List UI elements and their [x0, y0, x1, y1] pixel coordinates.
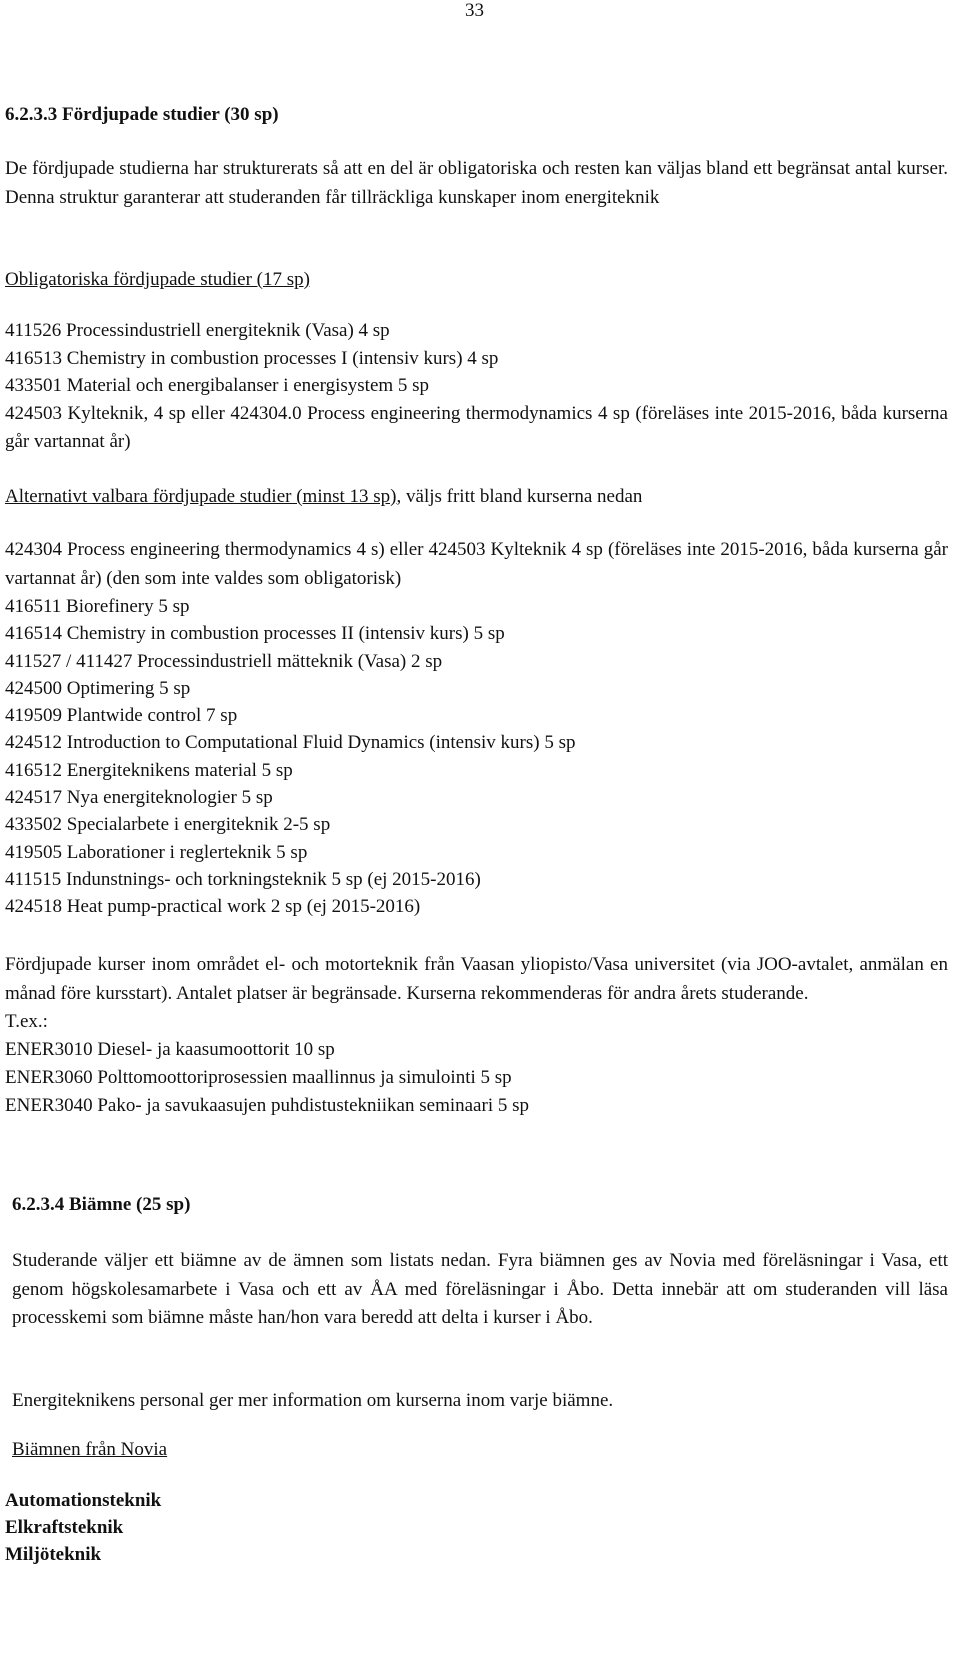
- list-item: 424500 Optimering 5 sp: [5, 677, 191, 699]
- mandatory-heading: Obligatoriska fördjupade studier (17 sp): [5, 269, 310, 290]
- list-item: 433501 Material och energibalanser i energisystem 5 sp: [5, 375, 430, 396]
- intro-paragraph: De fördjupade studierna har strukturerats så att en del är obligatoriska och resten kan väljas bland ett begränsat antal kurser. Denna struktur garanterar att studeranden får tillräckliga kunskaper inom energiteknik: [5, 158, 948, 208]
- list-item: 424512 Introduction to Computational Fluid Dynamics (intensiv kurs) 5 sp: [5, 732, 576, 754]
- mandatory-course-list: [5, 317, 948, 400]
- list-item: Automationsteknik: [5, 1490, 162, 1511]
- section-633-intro-block: [5, 155, 948, 212]
- novia-heading-block: [12, 1437, 948, 1463]
- list-item: 424518 Heat pump-practical work 2 sp (ej 2015-2016): [5, 896, 421, 918]
- info-block: [12, 1388, 948, 1414]
- optional-heading: [5, 484, 948, 510]
- optional-courses-block: [5, 536, 948, 921]
- section-634-intro-block: [12, 1247, 948, 1333]
- list-item: 433502 Specialarbete i energiteknik 2-5 sp: [5, 814, 331, 836]
- mandatory-heading-block: [5, 267, 948, 293]
- optional-first-course: 424304 Process engineering thermodynamics 4 s) eller 424503 Kylteknik 4 sp (föreläses inte 2015-2016, båda kurserna går vartannat år) (den som inte valdes som obligatorisk): [5, 539, 948, 589]
- mandatory-courses-block: [5, 317, 948, 457]
- optional-course-list: [5, 593, 948, 921]
- biamne-intro-paragraph: Studerande väljer ett biämne av de ämnen som listats nedan. Fyra biämnen ges av Novia med föreläsningar i Vasa, ett genom högskolesamarbete i Vasa och ett av ÅA med föreläsningar i Åbo. Detta innebär att om studeranden vill läsa processkemi som biämne måste han/hon vara beredd att delta i kurser i Åbo.: [12, 1250, 948, 1328]
- optional-heading-block: [5, 484, 948, 510]
- list-item: 411527 / 411427 Processindustriell mätteknik (Vasa) 2 sp: [5, 650, 443, 672]
- example-course: ENER3010 Diesel- ja kaasumoottorit 10 sp: [5, 1039, 335, 1060]
- novia-heading: Biämnen från Novia: [12, 1439, 168, 1460]
- list-item: 411515 Indunstnings- och torkningsteknik 5 sp (ej 2015-2016): [5, 868, 481, 890]
- page-number: 33: [465, 0, 484, 21]
- novia-subject-list: [5, 1487, 948, 1568]
- novia-subjects-block: [5, 1487, 948, 1568]
- example-course: ENER3040 Pako- ja savukaasujen puhdistustekniikan seminaari 5 sp: [5, 1095, 529, 1116]
- list-item: 416511 Biorefinery 5 sp: [5, 596, 190, 617]
- section-634-heading-block: [12, 1193, 948, 1217]
- example-label: T.ex.:: [5, 1011, 48, 1032]
- list-item: 424517 Nya energiteknologier 5 sp: [5, 787, 273, 809]
- list-item: 416513 Chemistry in combustion processes I (intensiv kurs) 4 sp: [5, 347, 499, 369]
- list-item: 416512 Energiteknikens material 5 sp: [5, 759, 293, 781]
- mandatory-alternative: 424503 Kylteknik, 4 sp eller 424304.0 Process engineering thermodynamics 4 sp (föreläses inte 2015-2016, båda kurserna går vartannat år): [5, 402, 948, 452]
- list-item: Miljöteknik: [5, 1544, 102, 1565]
- vaasa-block: [5, 951, 948, 1120]
- section-heading: 6.2.3.4 Biämne (25 sp): [12, 1194, 191, 1215]
- section-heading: 6.2.3.3 Fördjupade studier (30 sp): [5, 104, 279, 125]
- list-item: 416514 Chemistry in combustion processes II (intensiv kurs) 5 sp: [5, 623, 505, 645]
- list-item: Elkraftsteknik: [5, 1517, 124, 1538]
- list-item: 419509 Plantwide control 7 sp: [5, 705, 238, 727]
- section-633-heading-block: [5, 103, 948, 127]
- vaasa-paragraph: Fördjupade kurser inom området el- och motorteknik från Vaasan yliopisto/Vasa universitet (via JOO-avtalet, anmälan en månad före kursstart). Antalet platser är begränsade. Kurserna rekommenderas för andra årets studerande.: [5, 954, 948, 1004]
- list-item: 411526 Processindustriell energiteknik (Vasa) 4 sp: [5, 320, 390, 341]
- example-course: ENER3060 Polttomoottoriprosessien maallinnus ja simulointi 5 sp: [5, 1067, 512, 1088]
- optional-heading-underlined: Alternativt valbara fördjupade studier (minst 13 sp): [5, 486, 397, 507]
- list-item: 419505 Laborationer i reglerteknik 5 sp: [5, 841, 308, 863]
- optional-heading-rest: , väljs fritt bland kurserna nedan: [396, 486, 643, 507]
- info-paragraph: Energiteknikens personal ger mer information om kurserna inom varje biämne.: [12, 1390, 614, 1411]
